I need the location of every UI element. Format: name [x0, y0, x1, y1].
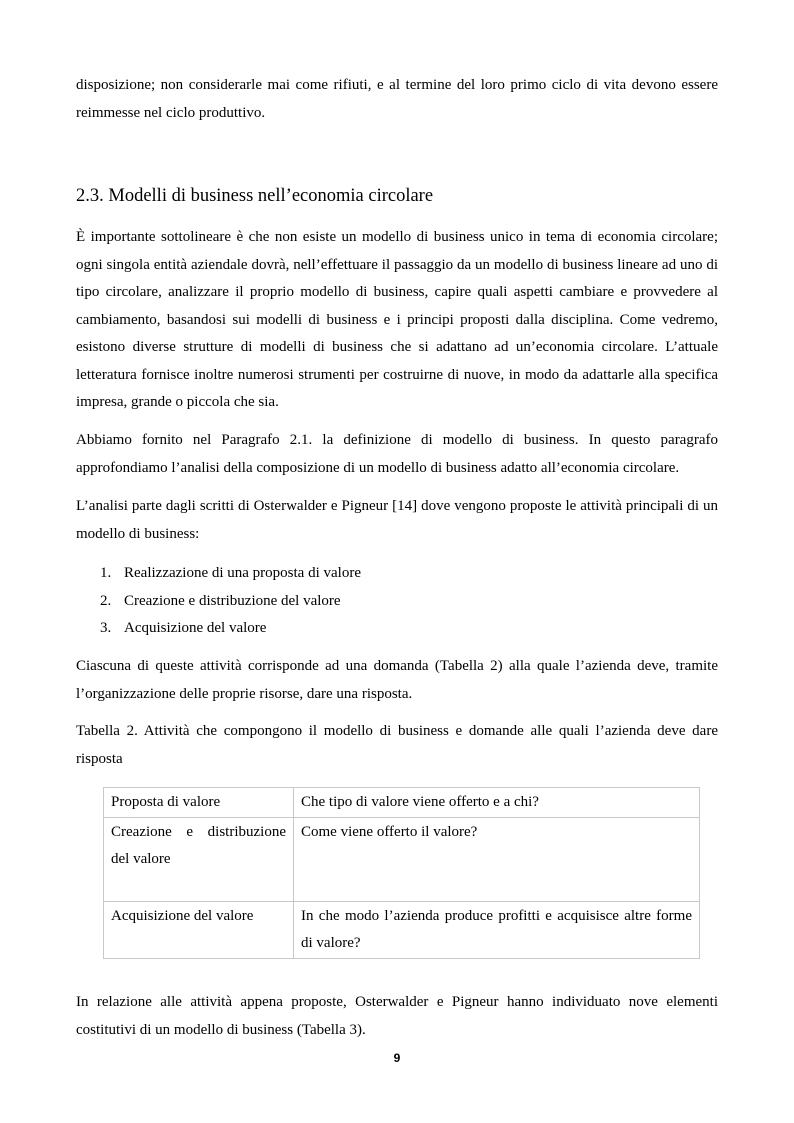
paragraph-definition-reference: Abbiamo fornito nel Paragrafo 2.1. la definizione di modello di business. In questo paragrafo approfondiamo l’analisi della composizione di un modello di business adatto all’economia circolare.: [76, 432, 718, 476]
list-item: [100, 588, 361, 616]
section-heading: 2.3. Modelli di business nell’economia circolare: [76, 186, 434, 206]
table-caption: Tabella 2. Attività che compongono il modello di business e domande alle quali l’azienda deve dare risposta: [76, 723, 718, 767]
table-cell-activity: Proposta di valore: [104, 788, 294, 818]
paragraph-table-reference: Ciascuna di queste attività corrisponde ad una domanda (Tabella 2) alla quale l’azienda deve, tramite l’organizzazione delle proprie risorse, dare una risposta.: [76, 658, 718, 702]
activities-list: [100, 560, 361, 643]
table-cell-question: Che tipo di valore viene offerto e a chi?: [294, 788, 700, 818]
table-row: [104, 788, 700, 818]
paragraph-osterwalder-intro: L’analisi parte dagli scritti di Osterwalder e Pigneur [14] dove vengono proposte le attività principali di un modello di business:: [76, 498, 718, 542]
list-item-number: 2.: [100, 592, 112, 609]
list-item-text: Acquisizione del valore: [124, 620, 267, 636]
table-cell-question: Come viene offerto il valore?: [294, 817, 700, 901]
table-cell-activity: Creazione e distribuzione del valore: [104, 817, 294, 901]
list-item-number: 3.: [100, 620, 112, 636]
table-cell-activity: Acquisizione del valore: [104, 901, 294, 958]
page-number: 9: [393, 1051, 401, 1065]
list-item-number: 1.: [100, 565, 112, 581]
list-item-text: Realizzazione di una proposta di valore: [124, 565, 361, 581]
table-row: [104, 901, 700, 958]
table-cell-question: In che modo l’azienda produce profitti e acquisisce altre forme di valore?: [294, 901, 700, 958]
list-item: [100, 615, 361, 643]
paragraph-business-model-unique: È importante sottolineare è che non esiste un modello di business unico in tema di economia circolare; ogni singola entità aziendale dovrà, nell’effettuare il passaggio da un modello di business lineare ad uno di tipo circolare, analizzare il proprio modello di business, capire quali aspetti cambiare e provvedere al cambiamento, basandosi sui modelli di business e i principi proposti dalla disciplina. Come vedremo, esistono diverse strutture di modelli di business che si adattano ad un’economia circolare. L’attuale letteratura fornisce inoltre numerosi strumenti per costruirne di nuove, in modo da adattarle alla specifica impresa, grande o piccola che sia.: [76, 229, 718, 410]
activities-questions-table: [103, 787, 700, 959]
paragraph-nine-elements: In relazione alle attività appena proposte, Osterwalder e Pigneur hanno individuato nove elementi costitutivi di un modello di business (Tabella 3).: [76, 994, 718, 1038]
list-item-text: Creazione e distribuzione del valore: [124, 592, 341, 609]
table-row: [104, 817, 700, 901]
list-item: [100, 560, 361, 588]
intro-continuation-paragraph: disposizione; non considerarle mai come rifiuti, e al termine del loro primo ciclo di vita devono essere reimmesse nel ciclo produttivo.: [76, 77, 718, 121]
